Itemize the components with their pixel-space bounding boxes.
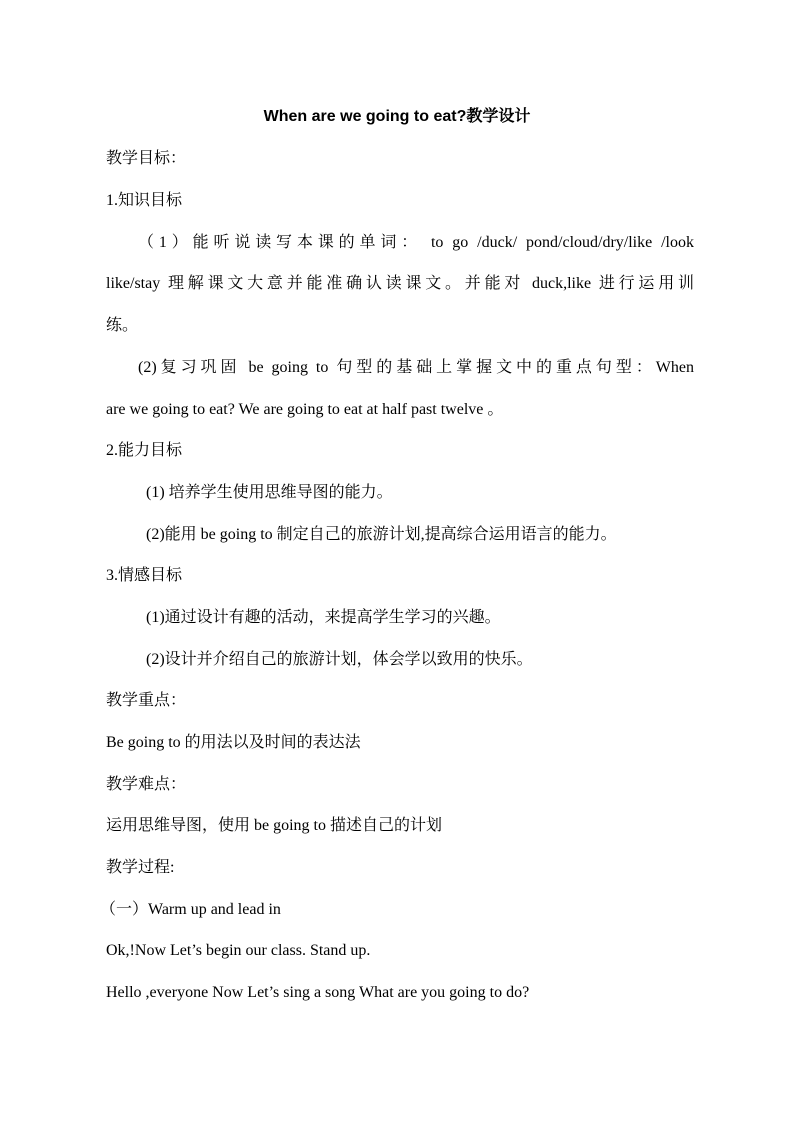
emotion-item-1: (1)通过设计有趣的活动，来提高学生学习的兴趣。 xyxy=(146,609,501,626)
key-points-text: Be going to 的用法以及时间的表达法 xyxy=(106,734,361,751)
process-heading: 教学过程: xyxy=(106,859,175,876)
ability-item-1: (1) 培养学生使用思维导图的能力。 xyxy=(146,484,393,501)
knowledge-item-2-line-2: are we going to eat? We are going to eat at half past twelve 。 xyxy=(106,401,504,418)
knowledge-item-1-line-2: like/stay 理解课文大意并能准确认读课文。并能对 duck,like 进行运用训 xyxy=(106,275,694,292)
process-step-1-line-2: Hello ,everyone Now Let’s sing a song What are you going to do? xyxy=(106,984,530,1001)
knowledge-item-1-line-3: 练。 xyxy=(106,317,139,334)
ability-heading: 2.能力目标 xyxy=(106,442,183,459)
knowledge-item-2-line-1: (2)复习巩固 be going to 句型的基础上掌握文中的重点句型：When xyxy=(138,359,694,376)
difficulty-text: 运用思维导图，使用 be going to 描述自己的计划 xyxy=(106,817,442,834)
key-points-heading: 教学重点： xyxy=(106,692,187,709)
document-title: When are we going to eat?教学设计 xyxy=(263,108,531,125)
ability-item-2: (2)能用 be going to 制定自己的旅游计划,提高综合运用语言的能力。 xyxy=(146,526,617,543)
process-step-1-line-1: Ok,!Now Let’s begin our class. Stand up. xyxy=(106,942,371,959)
objectives-heading: 教学目标： xyxy=(106,150,187,167)
emotion-item-2: (2)设计并介绍自己的旅游计划，体会学以致用的快乐。 xyxy=(146,651,533,668)
emotion-heading: 3.情感目标 xyxy=(106,567,183,584)
process-step-1: （一）Warm up and lead in xyxy=(100,901,281,918)
knowledge-item-1-line-1: （1）能听说读写本课的单词： to go /duck/ pond/cloud/dry/like /look xyxy=(138,234,694,251)
difficulty-heading: 教学难点： xyxy=(106,776,187,793)
knowledge-heading: 1.知识目标 xyxy=(106,192,183,209)
